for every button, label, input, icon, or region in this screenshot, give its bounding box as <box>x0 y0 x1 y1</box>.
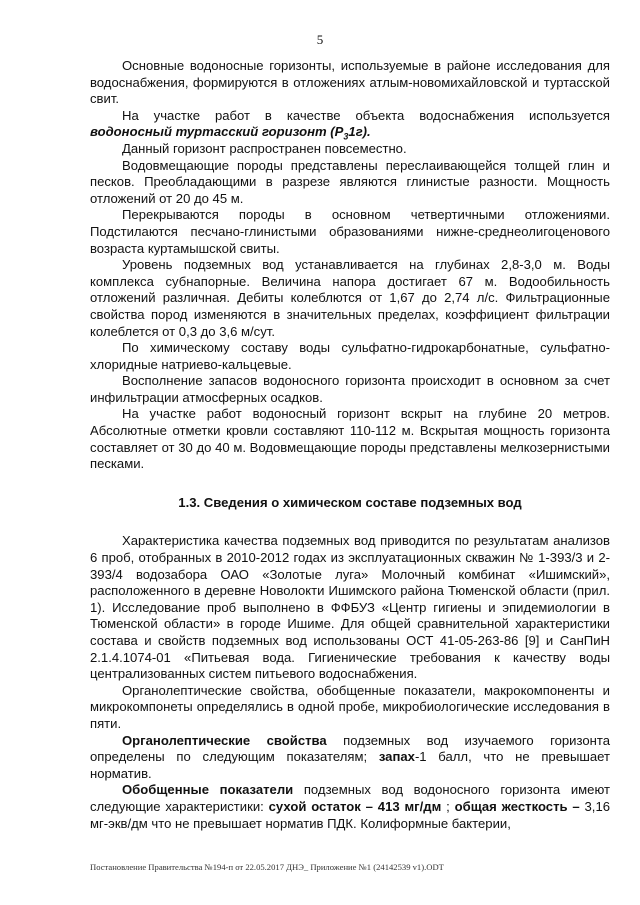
page-footer: Постановление Правительства №194-п от 22.05.2017 ДНЭ_ Приложение №1 (24142539 v1).ODT <box>90 862 444 872</box>
page-number: 5 <box>316 32 324 47</box>
paragraph-quality: Характеристика качества подземных вод приводится по результатам анализов 6 проб, отобранных в 2010-2012 годах из эксплуатационных скважин № 1-393/3 и 2-393/4 водозабора ОАО «Золотые луга» Молочный комбинат «Ишимский», расположенного в деревне Новолокти Ишимского района Тюменской области (прил. 1). Исследование проб выполнено в ФФБУЗ «Центр гигиены и эпидемиологии в Тюменской области» в городе Ишиме. Для общей сравнительной характеристики состава и свойств подземных вод использованы ОСТ 41-05-263-86 [9] и СанПиН 2.1.4.1074-01 «Питьевая вода. Гигиенические требования к качеству воды централизованных систем питьевого водоснабжения. <box>90 533 610 682</box>
paragraph-general-indicators <box>90 782 610 832</box>
paragraph-host-rocks: Водовмещающие породы представлены переслаивающейся толщей глин и песков. Преобладающими в разрезе являются глинистые разности. Мощность отложений от 20 до 45 м. <box>90 157 610 206</box>
paragraph-water-supply-object <box>90 108 610 141</box>
term-dry-residue: сухой остаток – 413 мг/дм <box>268 798 442 814</box>
document-body <box>90 58 610 832</box>
paragraph-recharge: Восполнение запасов водоносного горизонта происходит в основном за счет инфильтрации атмосферных осадков. <box>90 373 610 405</box>
text-span: ; <box>441 798 455 814</box>
paragraph-overlying: Перекрываются породы в основном четвертичными отложениями. Подстилаются песчано-глинистыми образованиями нижне-среднеолигоценового возраста куртамышской свиты. <box>90 207 610 256</box>
aquifer-index-subscript: 3 <box>343 131 349 142</box>
aquifer-name-tail: 1г). <box>348 124 371 140</box>
paragraph-water-level: Уровень подземных вод устанавливается на глубинах 2,8-3,0 м. Воды комплекса субнапорные. Величина напора достигает 67 м. Водообильность отложений различная. Дебиты колеблются от 1,67 до 2,74 л/с. Фильтрационные свойства пород изменяются в значительных пределах, коэффициент фильтрации колеблется от 0,3 до 3,6 м/сут. <box>90 257 610 339</box>
aquifer-name <box>90 124 371 142</box>
paragraph-aquifers: Основные водоносные горизонты, используемые в районе исследования для водоснабжения, формируются в отложениях атлым-новомихайловской и туртасской свит. <box>90 58 610 107</box>
paragraph-chemistry: По химическому составу воды сульфатно-гидрокарбонатные, сульфатно-хлоридные натриево-кальцевые. <box>90 340 610 372</box>
term-organoleptic: Органолептические свойства <box>122 732 327 748</box>
section-heading: 1.3. Сведения о химическом составе подземных вод <box>178 494 522 510</box>
text-span: подземных вод водоносного горизонта имеют следующие характеристики: <box>90 782 610 814</box>
paragraph-parameters: Органолептические свойства, обобщенные показатели, макрокомпоненты и микрокомпонеты определялись в одной пробе, микробиологические исследования в пяти. <box>90 682 610 731</box>
term-odor: запах <box>378 749 415 765</box>
text-span: подземных вод изучаемого горизонта определены по следующим показателям; <box>90 732 610 765</box>
aquifer-name-text: водоносный туртасский горизонт (P <box>90 124 344 140</box>
paragraph-drilling: На участке работ водоносный горизонт вскрыт на глубине 20 метров. Абсолютные отметки кровли составляют 110-112 м. Вскрытая мощность горизонта составляет от 30 до 40 м. Водовмещающие породы представлены мелкозернистыми песками. <box>90 406 610 472</box>
text-span: На участке работ в качестве объекта водоснабжения используется <box>122 107 610 123</box>
paragraph-distribution: Данный горизонт распространен повсеместно. <box>122 140 407 156</box>
term-general-indicators: Обобщенные показатели <box>122 782 294 798</box>
paragraph-organoleptic <box>90 733 610 783</box>
term-total-hardness: общая жесткость – <box>454 798 580 814</box>
text-span: 3,16 мг-экв/дм что не превышает норматив ПДК. Колиформные бактерии, <box>90 798 611 831</box>
text-span: -1 балл, что не превышает норматив. <box>90 749 610 781</box>
